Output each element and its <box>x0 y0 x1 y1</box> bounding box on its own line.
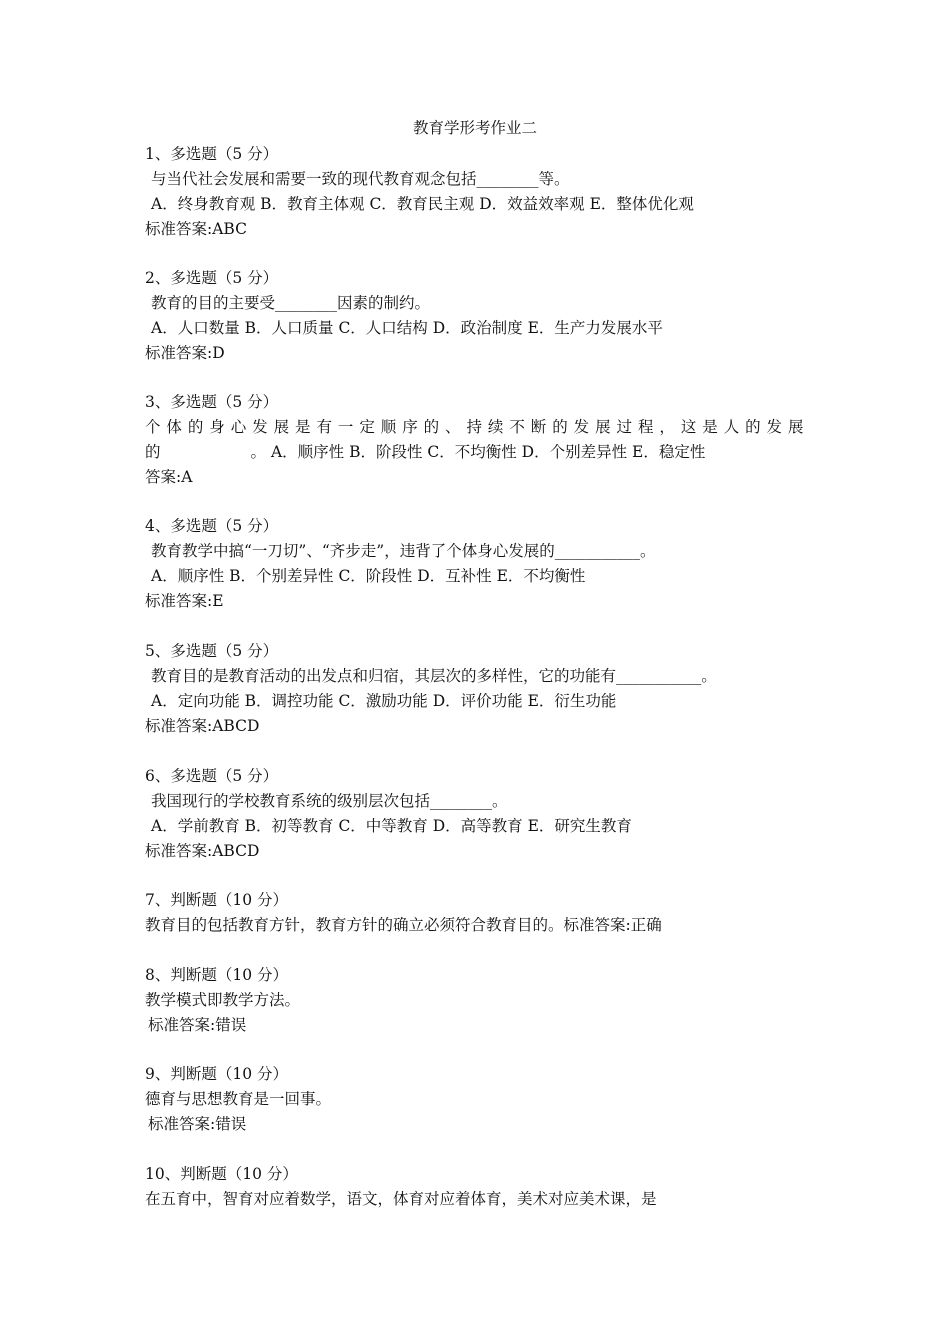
question-stem <box>145 664 815 689</box>
question-options: A．定向功能 B．调控功能 C．激励功能 D．评价功能 E．衍生功能 <box>151 692 617 710</box>
answer-blank: ________ <box>275 294 338 312</box>
question-header: 5、多选题（5 分） <box>145 642 279 660</box>
stem-text: 的 <box>145 443 161 461</box>
question-7 <box>145 888 815 938</box>
question-header: 7、判断题（10 分） <box>145 891 289 909</box>
answer-blank: ________ <box>476 170 539 188</box>
question-stem: 教育目的包括教育方针，教育方针的确立必须符合教育目的。标准答案:正确 <box>145 916 662 934</box>
stem-text-end: 。 <box>639 542 656 560</box>
standard-answer: 标准答案:D <box>145 344 225 362</box>
question-header: 1、多选题（5 分） <box>145 145 279 163</box>
question-stem <box>145 291 815 316</box>
stem-text: 教育目的是教育活动的出发点和归宿，其层次的多样性，它的功能有 <box>151 667 617 685</box>
question-5 <box>145 639 815 739</box>
standard-answer: 标准答案:错误 <box>148 1016 247 1034</box>
question-options: A．顺序性 B．个别差异性 C．阶段性 D．互补性 E．不均衡性 <box>151 567 586 585</box>
stem-text: 与当代社会发展和需要一致的现代教育观念包括 <box>151 170 477 188</box>
question-stem: 在五育中，智育对应着数学，语文，体育对应着体育，美术对应美术课，是 <box>145 1190 657 1208</box>
question-header: 4、多选题（5 分） <box>145 517 279 535</box>
document-title: 教育学形考作业二 <box>412 119 537 137</box>
question-options: A．学前教育 B．初等教育 C．中等教育 D．高等教育 E．研究生教育 <box>151 817 632 835</box>
question-stem <box>145 167 815 192</box>
stem-text: 教育教学中搞“一刀切”、“齐步走”，违背了个体身心发展的 <box>151 542 555 560</box>
stem-text-end: 。 <box>492 792 508 810</box>
standard-answer: 标准答案:E <box>145 592 224 610</box>
question-9 <box>145 1062 815 1137</box>
answer-blank: ___________ <box>554 542 640 560</box>
stem-text: 我国现行的学校教育系统的级别层次包括 <box>151 792 431 810</box>
question-4 <box>145 514 815 614</box>
stem-text-end: 等。 <box>538 170 570 188</box>
stem-text-end: 因素的制约。 <box>337 294 431 312</box>
question-header: 2、多选题（5 分） <box>145 269 279 287</box>
standard-answer: 标准答案:ABCD <box>145 842 260 860</box>
standard-answer: 标准答案:错误 <box>148 1115 247 1133</box>
question-header: 9、判断题（10 分） <box>145 1065 289 1083</box>
question-stem <box>145 539 815 564</box>
question-options: A．人口数量 B．人口质量 C．人口结构 D．政治制度 E．生产力发展水平 <box>151 319 663 337</box>
question-10 <box>145 1162 815 1212</box>
question-header: 3、多选题（5 分） <box>145 393 279 411</box>
question-8 <box>145 963 815 1038</box>
question-stem <box>145 789 815 814</box>
question-stem: 教学模式即教学方法。 <box>145 991 301 1009</box>
question-stem-continued <box>145 440 815 465</box>
standard-answer: 标准答案:ABCD <box>145 717 260 735</box>
answer-blank: ___________ <box>616 667 702 685</box>
standard-answer: 标准答案:ABC <box>145 220 247 238</box>
question-options: A．终身教育观 B．教育主体观 C．教育民主观 D．效益效率观 E．整体优化观 <box>151 195 694 213</box>
question-6 <box>145 764 815 864</box>
question-stem: 德育与思想教育是一回事。 <box>145 1090 332 1108</box>
question-header: 10、判断题（10 分） <box>145 1165 298 1183</box>
standard-answer: 答案:A <box>145 468 193 486</box>
question-2 <box>145 266 815 366</box>
question-options: 。 A．顺序性 B．阶段性 C．不均衡性 D．个别差异性 E．稳定性 <box>250 443 706 461</box>
stem-text: 教育的目的主要受 <box>151 294 276 312</box>
question-header: 8、判断题（10 分） <box>145 966 289 984</box>
question-header: 6、多选题（5 分） <box>145 767 279 785</box>
question-3 <box>145 390 815 490</box>
stem-text-end: 。 <box>701 667 717 685</box>
question-stem: 个体的身心发展是有一定顺序的、持续不断的发展过程，这是人的发展 <box>145 418 807 436</box>
answer-blank: ________ <box>430 792 493 810</box>
question-1 <box>145 142 815 242</box>
